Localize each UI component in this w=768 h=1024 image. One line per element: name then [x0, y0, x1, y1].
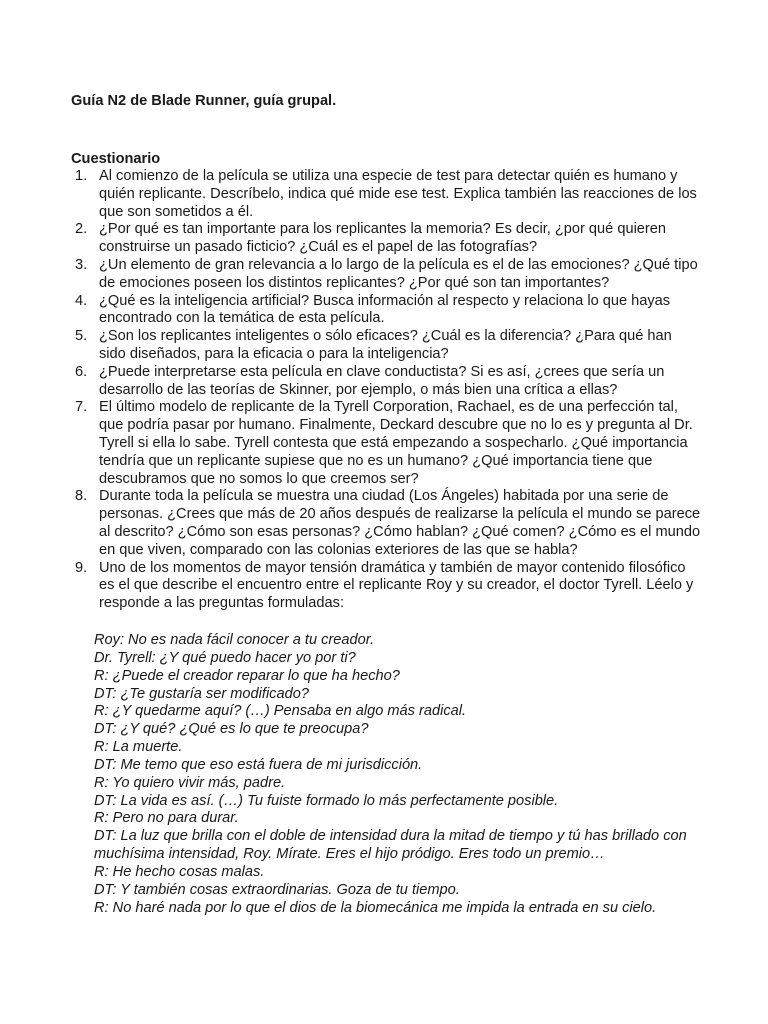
dialogue-line: R: He hecho cosas malas. [94, 863, 265, 880]
question-item [75, 168, 701, 221]
question-number: 3. [75, 256, 88, 273]
dialogue-line: Roy: No es nada fácil conocer a tu creador. [94, 632, 375, 648]
question-item [75, 328, 701, 364]
questionnaire-list [75, 168, 701, 613]
question-item [75, 363, 701, 400]
question-text: Al comienzo de la película se utiliza una especie de test para detectar quién es humano y quién replicante. Descríbelo, indica qué mide ese test. Explica también las reacciones de los que son sometidos a él. [99, 168, 697, 220]
document-title: Guía N2 de Blade Runner, guía grupal. [71, 93, 337, 109]
dialogue-line: DT: ¿Te gustaría ser modificado? [94, 685, 309, 702]
dialogue-line: R: Yo quiero vivir más, padre. [94, 774, 286, 791]
dialogue-line: DT: La luz que brilla con el doble de intensidad dura la mitad de tiempo y tú has brillado con muchísima intensidad, Roy. Mírate. Eres el hijo pródigo. Eres todo un premio… [94, 828, 687, 863]
question-item [75, 292, 701, 329]
question-number: 7. [75, 399, 88, 416]
question-text: ¿Un elemento de gran relevancia a lo largo de la película es el de las emociones? ¿Qué tipo de emociones poseen los distintos replicantes? ¿Por qué son tan importantes? [99, 256, 698, 291]
dialogue-line: Dr. Tyrell: ¿Y qué puedo hacer yo por ti? [94, 649, 356, 666]
question-number: 6. [75, 363, 88, 380]
question-item [75, 559, 701, 613]
question-number: 1. [75, 168, 88, 184]
dialogue-line: DT: Me temo que eso está fuera de mi jurisdicción. [94, 756, 423, 773]
question-number: 5. [75, 328, 88, 345]
dialogue-line: DT: La vida es así. (…) Tu fuiste formado lo más perfectamente posible. [94, 792, 559, 809]
dialogue-line: DT: ¿Y qué? ¿Qué es lo que te preocupa? [94, 721, 369, 738]
question-text: El último modelo de replicante de la Tyrell Corporation, Rachael, es de una perfección tal, que podría pasar por humano. Finalmente, Deckard descubre que no lo es y pregunta al Dr. Tyrell si ella lo sabe. Tyrell contesta que está empezando a sospecharlo. ¿Qué importancia tendría que un replicante supiese que no es un humano? ¿Qué importancia tiene que descubramos que no somos lo que creemos ser? [99, 399, 693, 487]
question-number: 2. [75, 221, 88, 238]
section-heading-cuestionario: Cuestionario [71, 151, 161, 167]
question-text: Durante toda la película se muestra una ciudad (Los Ángeles) habitada por una serie de personas. ¿Crees que más de 20 años después de realizarse la película el mundo se parece al descrito? ¿Cómo son esas personas? ¿Cómo hablan? ¿Qué comen? ¿Cómo es el mundo en que viven, comparado con las colonias exteriores de las que se habla? [99, 488, 701, 558]
dialogue-line: R: La muerte. [94, 739, 183, 756]
question-number: 8. [75, 488, 88, 505]
question-item [75, 488, 701, 559]
question-text: ¿Puede interpretarse esta película en clave conductista? Si es así, ¿crees que sería un desarrollo de las teorías de Skinner, por ejemplo, o más bien una crítica a ellas? [99, 363, 665, 398]
dialogue-line: R: ¿Y quedarme aquí? (…) Pensaba en algo más radical. [94, 703, 467, 720]
dialogue-line: R: Pero no para durar. [94, 810, 239, 827]
question-text: ¿Son los replicantes inteligentes o sólo eficaces? ¿Cuál es la diferencia? ¿Para qué han sido diseñados, para la eficacia o para la inteligencia? [99, 328, 672, 362]
question-number: 4. [75, 292, 88, 309]
question-item [75, 256, 701, 293]
question-number: 9. [75, 559, 88, 576]
dialogue-line: R: ¿Puede el creador reparar lo que ha hecho? [94, 667, 400, 684]
dialogue-line: R: No haré nada por lo que el dios de la biomecánica me impida la entrada en su cielo. [94, 899, 657, 916]
question-text: ¿Qué es la inteligencia artificial? Busca información al respecto y relaciona lo que hayas encontrado con la temática de esta película. [99, 292, 671, 327]
question-item [75, 399, 701, 488]
dialogue-line: DT: Y también cosas extraordinarias. Goza de tu tiempo. [94, 881, 460, 898]
question-text: ¿Por qué es tan importante para los replicantes la memoria? Es decir, ¿por qué quieren construirse un pasado ficticio? ¿Cuál es el papel de las fotografías? [99, 221, 667, 256]
dialogue-excerpt [94, 632, 714, 918]
question-item [75, 221, 701, 257]
question-text: Uno de los momentos de mayor tensión dramática y también de mayor contenido filosófico es el que describe el encuentro entre el replicante Roy y su creador, el doctor Tyrell. Léelo y responde a las preguntas formuladas: [99, 559, 694, 612]
